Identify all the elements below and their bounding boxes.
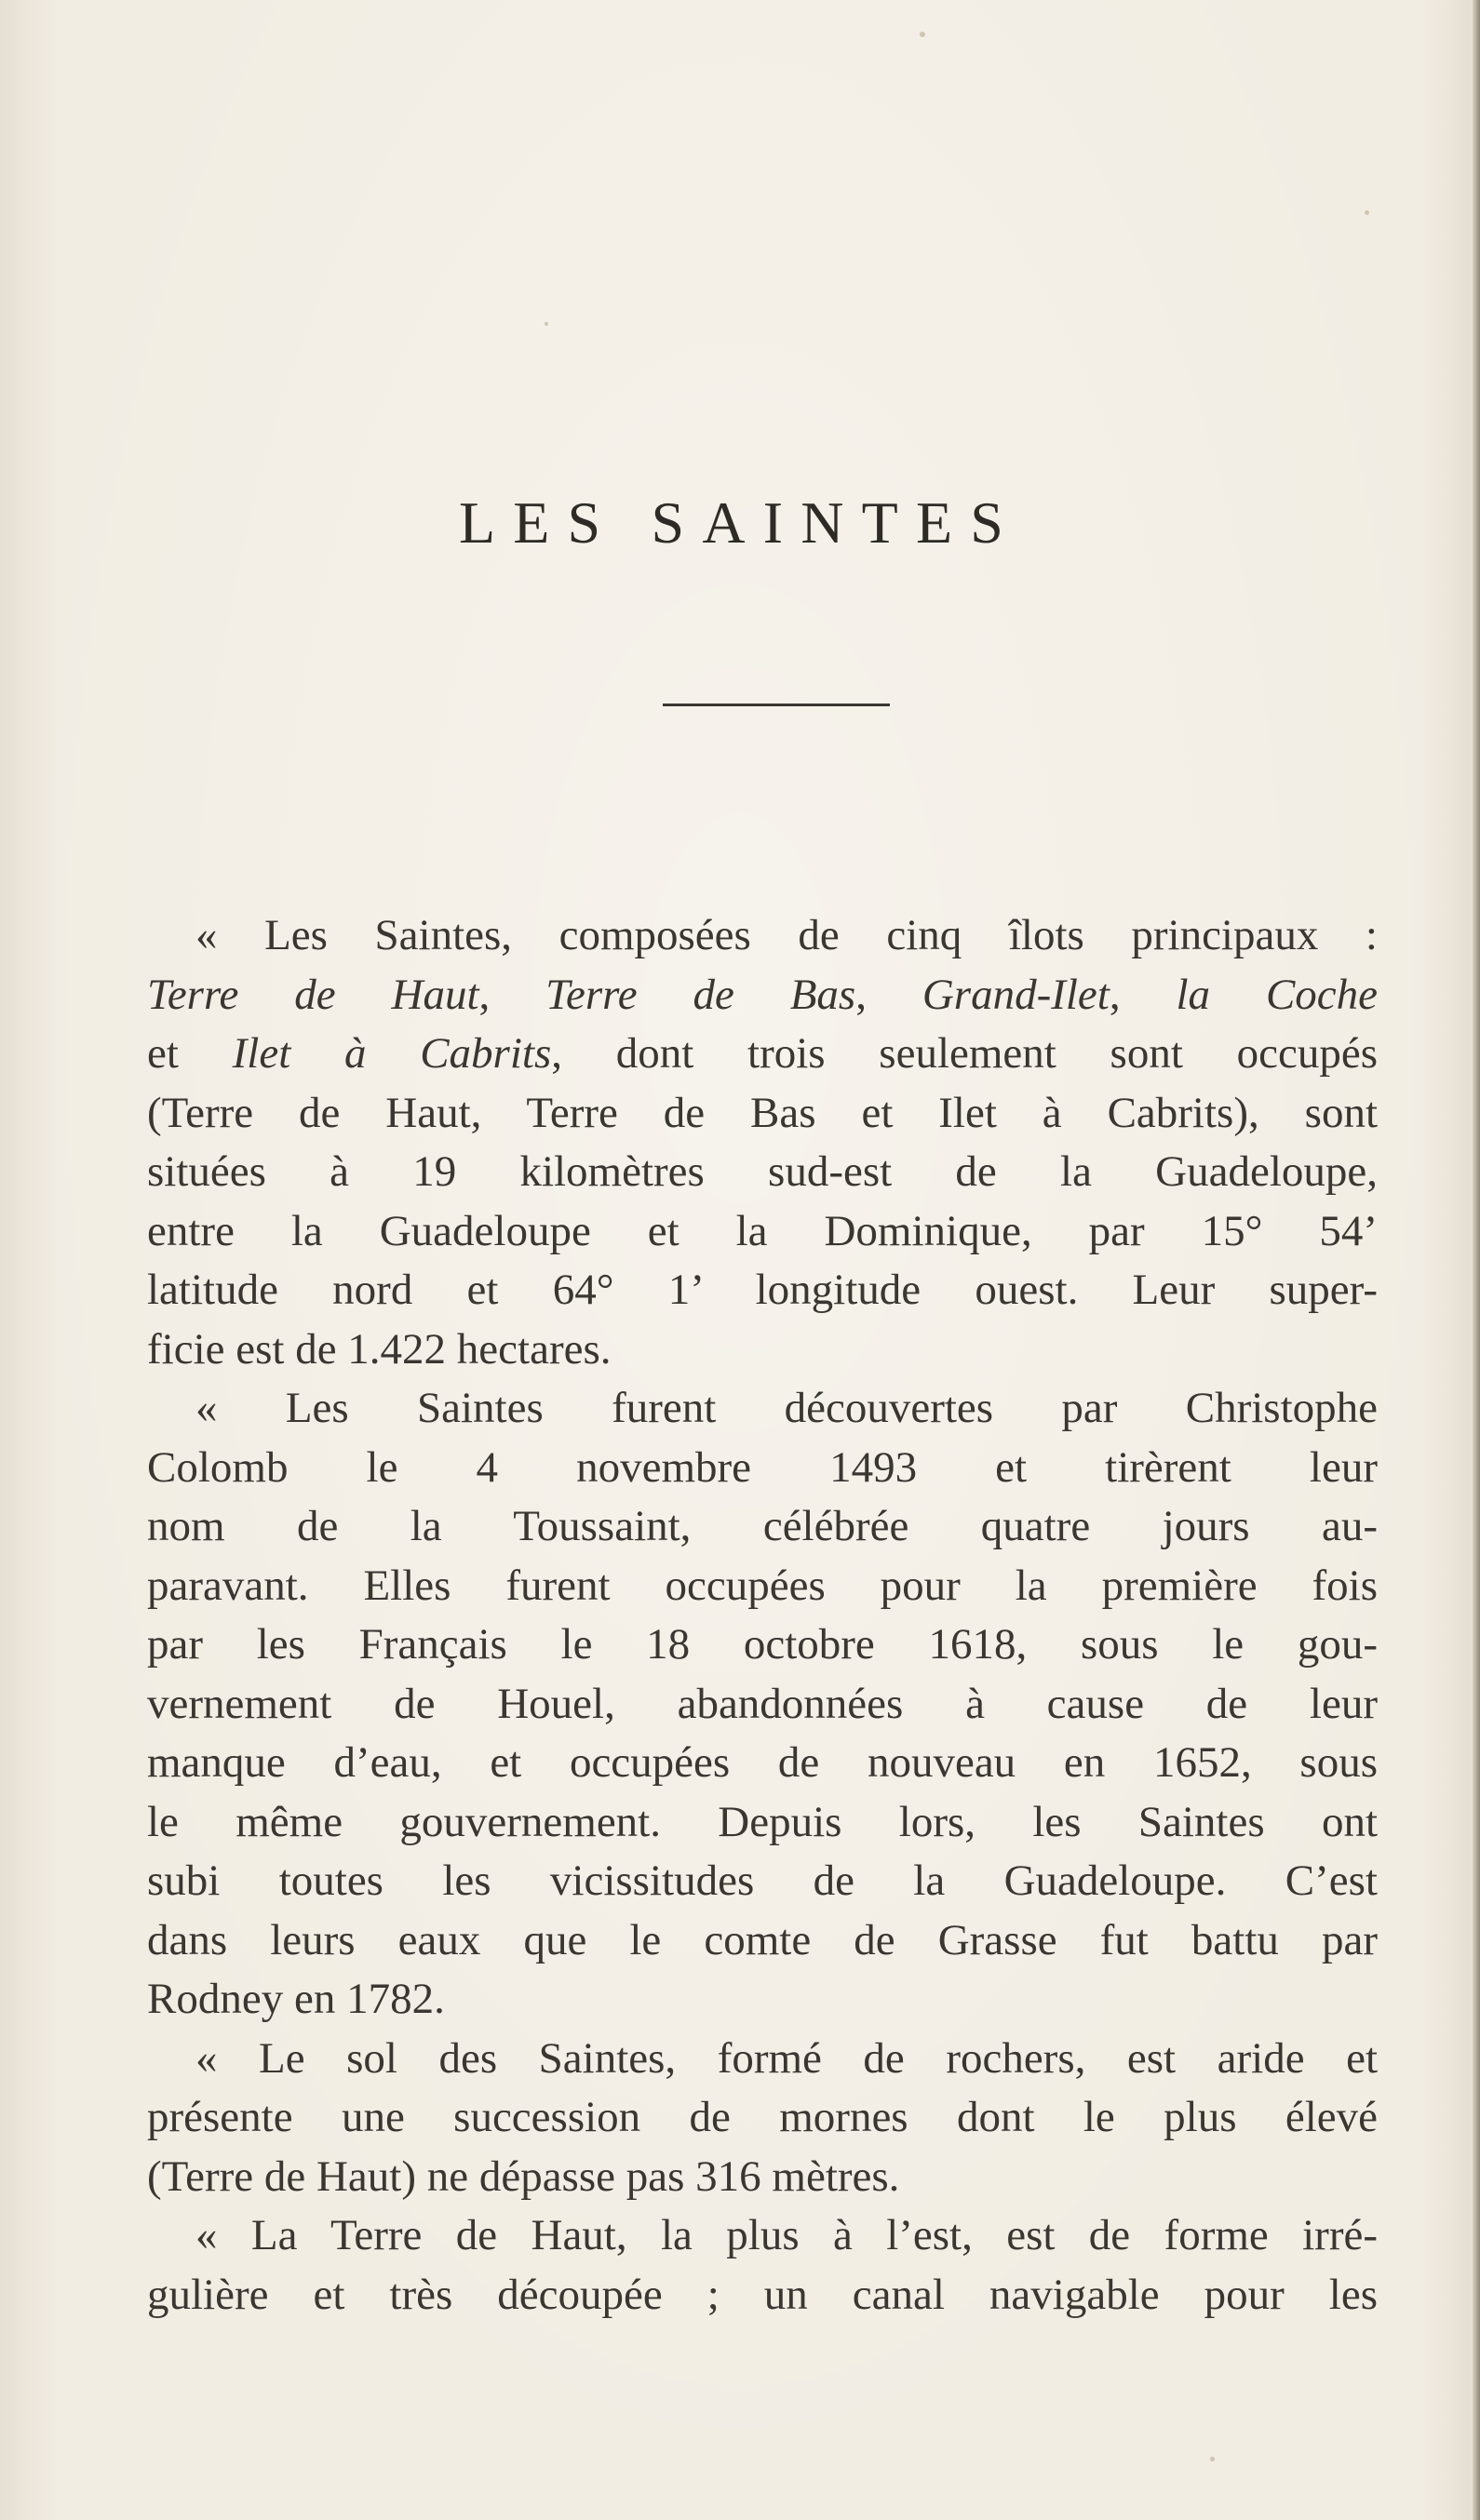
title-rule	[663, 704, 890, 706]
text-line: entre la Guadeloupe et la Dominique, par 15° 54’	[147, 1206, 1378, 1255]
place-name: Grand-Ilet	[922, 970, 1110, 1019]
paragraph-2	[147, 1379, 1378, 2030]
text-line: paravant. Elles furent occupées pour la première fois	[147, 1561, 1378, 1610]
paper-speck	[545, 322, 548, 326]
punctuation: ,	[855, 970, 922, 1019]
page-edge	[1473, 0, 1480, 2520]
text-line: « La Terre de Haut, la plus à l’est, est de forme irré-	[195, 2211, 1378, 2259]
text-line	[147, 1025, 1378, 1084]
paper-speck	[1210, 2457, 1215, 2461]
text-fragment: , dont trois seulement sont occupés	[551, 1029, 1378, 1078]
text-line: manque d’eau, et occupées de nouveau en 1652, sous	[147, 1738, 1378, 1787]
text-line: vernement de Houel, abandonnées à cause de leur	[147, 1679, 1378, 1728]
paper-speck	[920, 32, 925, 37]
text-line: par les Français le 18 octobre 1618, sous le gou-	[147, 1620, 1378, 1669]
text-line: (Terre de Haut) ne dépasse pas 316 mètres.	[147, 2151, 900, 2201]
text-line: Colomb le 4 novembre 1493 et tirèrent leur	[147, 1442, 1378, 1492]
paragraph-4	[147, 2206, 1378, 2325]
text-line: « Le sol des Saintes, formé de rochers, est aride et	[195, 2033, 1378, 2083]
paragraph-1	[147, 906, 1378, 1379]
text-line	[147, 966, 1378, 1025]
paper-speck	[1365, 210, 1369, 215]
body-text	[147, 906, 1378, 2325]
text-line: (Terre de Haut, Terre de Bas et Ilet à Cabrits), sont	[147, 1088, 1378, 1137]
text-line: nom de la Toussaint, célébrée quatre jours au-	[147, 1502, 1378, 1550]
chapter-title: LES SAINTES	[458, 489, 1022, 556]
punctuation: ,	[478, 970, 546, 1019]
text-line: « Les Saintes, composées de cinq îlots principaux :	[195, 911, 1378, 959]
text-line: présente une succession de mornes dont le plus élevé	[147, 2093, 1378, 2141]
text-line: le même gouvernement. Depuis lors, les Saintes ont	[147, 1797, 1378, 1846]
punctuation: ,	[1109, 970, 1177, 1019]
text-line: gulière et très découpée ; un canal navigable pour les	[147, 2270, 1378, 2319]
place-name: Terre de Haut	[147, 970, 479, 1019]
place-name: Ilet à Cabrits	[232, 1029, 552, 1078]
text-line: « Les Saintes furent découvertes par Christophe	[195, 1384, 1378, 1432]
text-line: latitude nord et 64° 1’ longitude ouest. Leur super-	[147, 1266, 1378, 1314]
place-name: Terre de Bas	[545, 970, 856, 1019]
text-line: situées à 19 kilomètres sud-est de la Guadeloupe,	[147, 1147, 1378, 1196]
text-line: dans leurs eaux que le comte de Grasse fut battu par	[147, 1915, 1378, 1964]
paragraph-3	[147, 2030, 1378, 2207]
text-fragment: et	[147, 1029, 233, 1078]
text-line: subi toutes les vicissitudes de la Guadeloupe. C’est	[147, 1856, 1378, 1905]
place-name: la Coche	[1176, 970, 1379, 1019]
text-line: Rodney en 1782.	[147, 1975, 445, 2023]
text-line: ficie est de 1.422 hectares.	[147, 1324, 612, 1374]
